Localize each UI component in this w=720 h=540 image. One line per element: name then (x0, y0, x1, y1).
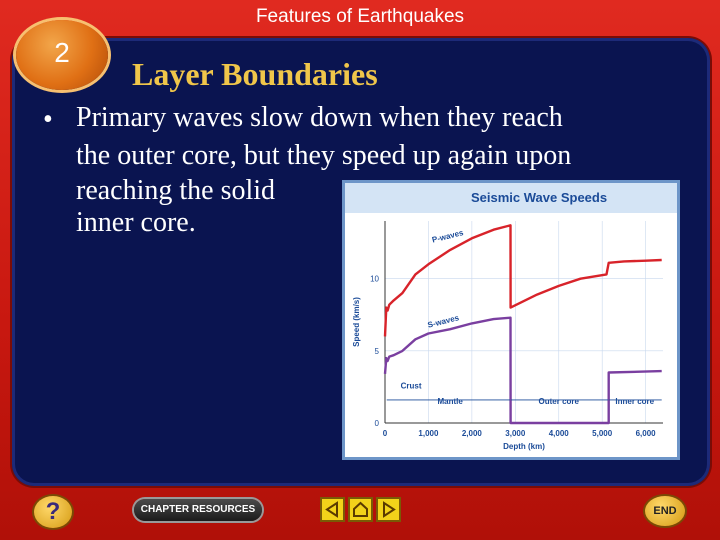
end-button[interactable]: END (645, 496, 685, 526)
bullet-text-line: inner core. (76, 207, 196, 238)
bullet-text-line: the outer core, but they speed up again upon (76, 140, 572, 171)
slide-title: Layer Boundaries (132, 56, 378, 92)
help-button[interactable]: ? (34, 496, 72, 528)
region-label: Outer core (538, 397, 579, 407)
previous-button[interactable] (322, 499, 343, 520)
series-label: P-waves (431, 228, 465, 245)
y-tick-label: 5 (374, 346, 379, 356)
chart-lines (385, 225, 662, 423)
presentation-title: Features of Earthquakes (255, 6, 465, 27)
x-tick-label: 5,000 (592, 429, 613, 438)
figure-heading: Seismic Wave Speeds (471, 190, 608, 205)
region-label: Inner core (615, 397, 655, 407)
region-label: Mantle (437, 397, 463, 407)
seismic-wave-figure (342, 180, 680, 460)
chapter-resources-button[interactable]: CHAPTER RESOURCES (134, 499, 262, 521)
bullet-icon: • (43, 104, 53, 135)
home-icon (350, 499, 371, 520)
x-tick-label: 6,000 (635, 429, 656, 438)
x-tick-label: 1,000 (418, 429, 439, 438)
section-number: 2 (54, 37, 70, 68)
y-tick-label: 10 (370, 274, 379, 284)
bullet-text-line: reaching the solid (76, 175, 276, 206)
x-axis-label: Depth (km) (503, 442, 545, 451)
x-tick-label: 3,000 (505, 429, 526, 438)
x-tick-label: 0 (382, 429, 388, 438)
seismic-wave-chart (345, 213, 677, 457)
bullet-text-line: Primary waves slow down when they reach (76, 102, 563, 133)
y-axis-label: Speed (km/s) (352, 297, 361, 347)
region-label: Crust (400, 381, 422, 391)
x-tick-label: 4,000 (548, 429, 569, 438)
y-tick-label: 0 (374, 419, 379, 428)
series-label: S-waves (426, 313, 461, 330)
figure-header (345, 183, 677, 213)
home-button[interactable] (350, 499, 371, 520)
series-line (385, 318, 662, 423)
arrow-left-icon (322, 499, 343, 520)
next-button[interactable] (378, 499, 399, 520)
arrow-right-icon (378, 499, 399, 520)
x-tick-label: 2,000 (461, 429, 482, 438)
series-line (385, 225, 662, 336)
